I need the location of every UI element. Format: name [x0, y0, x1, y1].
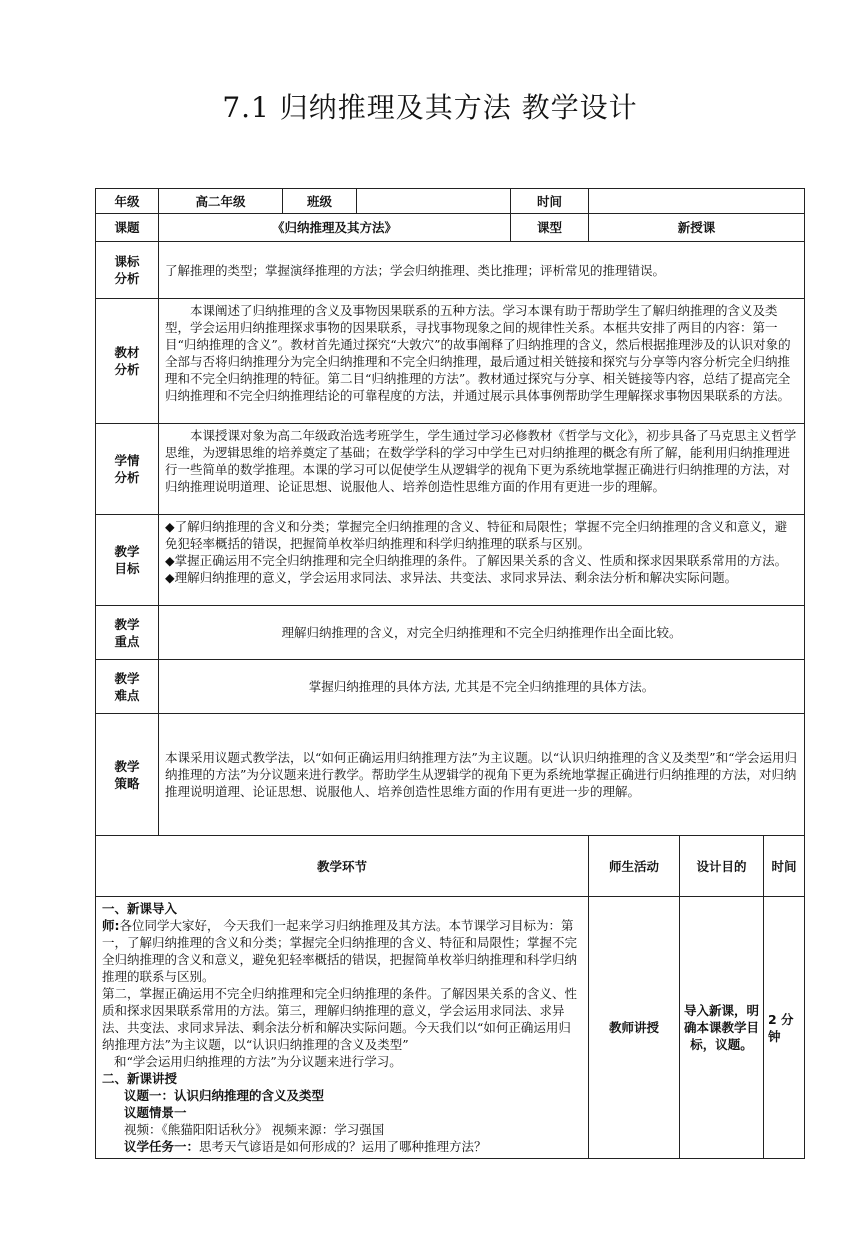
section-text: 本课阐述了归纳推理的含义及事物因果联系的五种方法。学习本课有助于帮助学生了解归纳推理的含义及类型，学会运用归纳推理探求事物的因果联系，寻找事物现象之间的规律性关系。本框共安排了两目的内容：第一目“归纳推理的含义”。教材首先通过探究“大敦穴”的故事阐释了归纳推理的含义，然后根据推理涉及的认识对象的全部与否将归纳推理分为完全归纳推理和不完全归纳推理，最后通过相关链接和探究与分享等内容分析完全归纳推理和不完全归纳推理的特征。第二目“归纳推理的方法”。教材通过探究与分享、相关链接等内容，总结了提高完全归纳推理和不完全归纳推理结论的可靠程度的方法，并通过展示具体事例帮助学生理解探求事物因果联系的方法。: [159, 299, 805, 424]
section-material: [96, 299, 805, 424]
goal-item: ◆掌握正确运用不完全归纳推理和完全归纳推理的条件。了解因果关系的含义、性质和探求因果联系常用的方法。: [165, 553, 788, 568]
process-row: [96, 897, 805, 1159]
stage-paragraph: 师:各位同学大家好， 今天我们一起来学习归纳推理及其方法。本节课学习目标为：第一，了解归纳推理的含义和分类；掌握完全归纳推理的含义、特征和局限性；掌握不完全归纳推理的含义和意义，避免犯轻率概括的错误，把握简单枚举归纳推理和科学归纳推理的联系与区别。: [102, 918, 578, 984]
stage-title: 二、新课讲授: [102, 1071, 178, 1086]
header-purpose: 设计目的: [680, 836, 764, 897]
header-activity: 师生活动: [589, 836, 680, 897]
section-goals: [96, 515, 805, 606]
process-activity: 教师讲授: [589, 897, 680, 1159]
class-value: [357, 189, 511, 214]
topic-value: 《归纳推理及其方法》: [159, 214, 511, 242]
grade-label: 年级: [96, 189, 159, 214]
type-label: 课型: [511, 214, 589, 242]
section-difficulty: [96, 660, 805, 714]
time-value: [589, 189, 805, 214]
process-stage-content: [96, 897, 589, 1159]
task-line: 议学任务一：思考天气谚语是如何形成的？运用了哪种推理方法？: [124, 1139, 487, 1154]
section-label: 教学 目标: [96, 515, 159, 606]
grade-value: 高二年级: [159, 189, 283, 214]
section-key: [96, 606, 805, 660]
goal-item: ◆理解归纳推理的意义，学会运用求同法、求异法、共变法、求同求异法、剩余法分析和解决实际问题。: [165, 570, 738, 585]
stage-title: 一、新课导入: [102, 901, 178, 916]
process-purpose: 导入新课，明确本课教学目标，议题。: [680, 897, 764, 1159]
info-row-topic: [96, 214, 805, 242]
lesson-plan-table: [95, 188, 805, 1159]
section-strategy: [96, 714, 805, 836]
section-text: [159, 515, 805, 606]
header-stage: 教学环节: [96, 836, 589, 897]
section-text: 掌握归纳推理的具体方法, 尤其是不完全归纳推理的具体方法。: [159, 660, 805, 714]
section-label: 学情 分析: [96, 424, 159, 515]
section-text: 了解推理的类型；掌握演绎推理的方法；学会归纳推理、类比推理；评析常见的推理错误。: [159, 242, 805, 299]
section-text: 本课采用议题式教学法，以“如何正确运用归纳推理方法”为主议题。以“认识归纳推理的含义及类型”和“学会运用归纳推理的方法”为分议题来进行教学。帮助学生从逻辑学的视角下更为系统地掌握正确进行归纳推理的方法，对归纳推理说明道理、论证思想、说服他人、培养创造性思维方面的作用有更进一步的理解。: [159, 714, 805, 836]
section-text: 理解归纳推理的含义，对完全归纳推理和不完全归纳推理作出全面比较。: [159, 606, 805, 660]
scene-title: 议题情景一: [124, 1105, 187, 1120]
header-time: 时间: [764, 836, 805, 897]
page-title: 7.1 归纳推理及其方法 教学设计: [222, 91, 638, 124]
video-line: 视频：《熊猫阳阳话秋分》 视频来源：学习强国: [124, 1122, 385, 1137]
time-label: 时间: [511, 189, 589, 214]
topic-title: 议题一：认识归纳推理的含义及类型: [124, 1088, 325, 1103]
class-label: 班级: [283, 189, 357, 214]
info-row-grade: [96, 189, 805, 214]
section-text: 本课授课对象为高二年级政治选考班学生，学生通过学习必修教材《哲学与文化》，初步具备了马克思主义哲学思维，为逻辑思维的培养奠定了基础；在数学学科的学习中学生已对归纳推理的概念有所了解，能利用归纳推理进行一些简单的数学推理。本课的学习可以促使学生从逻辑学的视角下更为系统地掌握正确进行归纳推理的方法，对归纳推理说明道理、论证思想、说服他人、培养创造性思维方面的作用有更进一步的理解。: [159, 424, 805, 515]
stage-paragraph: 和“学会运用归纳推理的方法”为分议题来进行学习。: [114, 1054, 402, 1069]
process-time: 2 分钟: [764, 897, 805, 1159]
section-students: [96, 424, 805, 515]
topic-label: 课题: [96, 214, 159, 242]
section-label: 课标 分析: [96, 242, 159, 299]
section-label: 教学 难点: [96, 660, 159, 714]
stage-paragraph: 第二，掌握正确运用不完全归纳推理和完全归纳推理的条件。了解因果关系的含义、性质和探求因果联系常用的方法。第三，理解归纳推理的意义，学会运用求同法、求异法、共变法、求同求异法、剩余法分析和解决实际问题。今天我们以“如何正确运用归纳推理方法”为主议题，以“认识归纳推理的含义及类型”: [102, 986, 578, 1052]
process-header-row: [96, 836, 805, 897]
type-value: 新授课: [589, 214, 805, 242]
section-label: 教材 分析: [96, 299, 159, 424]
section-label: 教学 重点: [96, 606, 159, 660]
goal-item: ◆了解归纳推理的含义和分类；掌握完全归纳推理的含义、特征和局限性；掌握不完全归纳推理的含义和意义，避免犯轻率概括的错误，把握简单枚举归纳推理和科学归纳推理的联系与区别。: [165, 519, 788, 551]
section-label: 教学 策略: [96, 714, 159, 836]
section-standard: [96, 242, 805, 299]
